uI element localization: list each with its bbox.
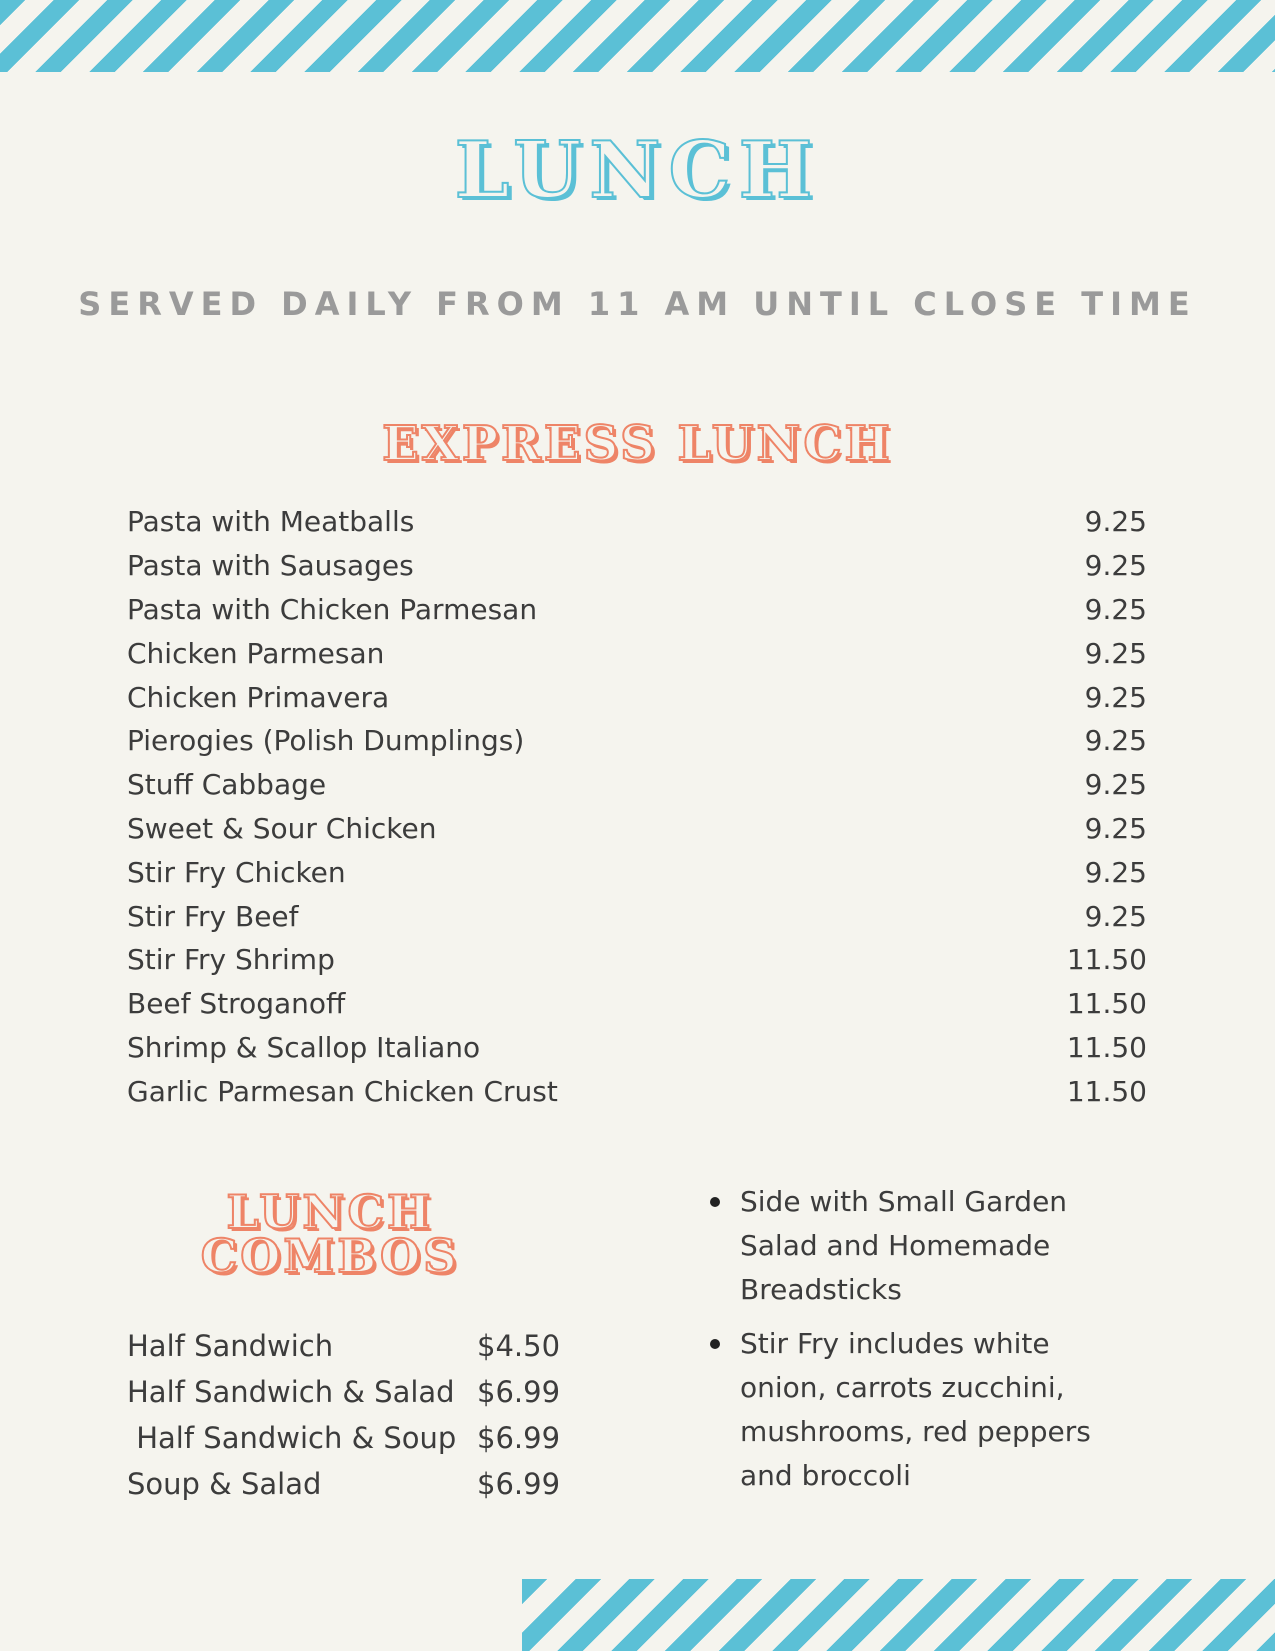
express-lunch-list bbox=[127, 500, 1147, 1113]
item-name: Stir Fry Shrimp bbox=[127, 943, 335, 977]
item-price: 9.25 bbox=[1084, 768, 1147, 802]
list-item bbox=[127, 982, 1147, 1026]
combos-heading-line-2: COMBOS bbox=[200, 1229, 460, 1283]
combo-price: $4.50 bbox=[477, 1329, 561, 1363]
item-price: 9.25 bbox=[1084, 680, 1147, 714]
item-price: 9.25 bbox=[1084, 899, 1147, 933]
item-price: 9.25 bbox=[1084, 855, 1147, 889]
item-name: Stir Fry Chicken bbox=[127, 855, 346, 889]
list-item bbox=[127, 500, 1147, 544]
list-item bbox=[127, 938, 1147, 982]
item-name: Pasta with Chicken Parmesan bbox=[127, 592, 538, 626]
list-item bbox=[127, 675, 1147, 719]
list-item bbox=[127, 1461, 567, 1507]
note-side-salad bbox=[708, 1180, 1128, 1312]
item-name: Chicken Parmesan bbox=[127, 636, 385, 670]
item-name: Chicken Primavera bbox=[127, 680, 390, 714]
combo-price: $6.99 bbox=[477, 1421, 561, 1455]
item-price: 9.25 bbox=[1084, 636, 1147, 670]
bottom-stripe-border bbox=[522, 1579, 1275, 1651]
item-name: Shrimp & Scallop Italiano bbox=[127, 1030, 481, 1064]
note-line: mushrooms, red peppers bbox=[740, 1415, 1091, 1448]
note-line: Breadsticks bbox=[740, 1273, 902, 1306]
list-item bbox=[127, 1415, 567, 1461]
item-price: 11.50 bbox=[1066, 1074, 1147, 1108]
item-price: 9.25 bbox=[1084, 505, 1147, 539]
note-line: Salad and Homemade bbox=[740, 1229, 1051, 1262]
combos-heading-line-1: LUNCH bbox=[226, 1185, 434, 1239]
list-item bbox=[127, 544, 1147, 588]
item-name: Beef Stroganoff bbox=[127, 987, 346, 1021]
combo-price: $6.99 bbox=[477, 1375, 561, 1409]
combo-price: $6.99 bbox=[477, 1467, 561, 1501]
list-item bbox=[127, 763, 1147, 807]
item-name: Stir Fry Beef bbox=[127, 899, 299, 933]
item-price: 9.25 bbox=[1084, 811, 1147, 845]
note-line: Stir Fry includes white bbox=[740, 1327, 1050, 1360]
item-price: 11.50 bbox=[1066, 1030, 1147, 1064]
item-price: 9.25 bbox=[1084, 724, 1147, 758]
combo-name: Soup & Salad bbox=[127, 1467, 322, 1501]
list-item bbox=[127, 588, 1147, 632]
note-stir-fry bbox=[708, 1322, 1128, 1498]
item-price: 11.50 bbox=[1066, 943, 1147, 977]
list-item bbox=[127, 1323, 567, 1369]
list-item bbox=[127, 631, 1147, 675]
item-name: Pasta with Meatballs bbox=[127, 505, 415, 539]
top-stripe-border bbox=[0, 0, 1275, 72]
list-item bbox=[127, 719, 1147, 763]
note-line: onion, carrots zucchini, bbox=[740, 1371, 1065, 1404]
combo-name: Half Sandwich & Salad bbox=[127, 1375, 455, 1409]
combo-name: Half Sandwich & Soup bbox=[127, 1421, 457, 1455]
bullet-icon bbox=[710, 1197, 720, 1207]
combo-notes-list bbox=[708, 1180, 1128, 1508]
express-lunch-heading: EXPRESS LUNCH bbox=[382, 416, 893, 472]
served-hours-subtitle: SERVED DAILY FROM 11 AM UNTIL CLOSE TIME bbox=[78, 285, 1197, 323]
page-title: LUNCH bbox=[454, 125, 821, 216]
list-item bbox=[127, 1069, 1147, 1113]
item-name: Stuff Cabbage bbox=[127, 768, 327, 802]
list-item bbox=[127, 850, 1147, 894]
item-name: Pasta with Sausages bbox=[127, 549, 414, 583]
item-price: 11.50 bbox=[1066, 987, 1147, 1021]
lunch-combos-list bbox=[127, 1323, 567, 1507]
lunch-combos-heading bbox=[150, 1185, 510, 1283]
bullet-icon bbox=[710, 1339, 720, 1349]
note-line: and broccoli bbox=[740, 1459, 911, 1492]
list-item bbox=[127, 807, 1147, 851]
list-item bbox=[127, 894, 1147, 938]
note-line: Side with Small Garden bbox=[740, 1185, 1068, 1218]
item-name: Pierogies (Polish Dumplings) bbox=[127, 724, 525, 758]
list-item bbox=[127, 1026, 1147, 1070]
list-item bbox=[127, 1369, 567, 1415]
item-name: Garlic Parmesan Chicken Crust bbox=[127, 1074, 558, 1108]
item-price: 9.25 bbox=[1084, 549, 1147, 583]
item-price: 9.25 bbox=[1084, 592, 1147, 626]
item-name: Sweet & Sour Chicken bbox=[127, 811, 437, 845]
combo-name: Half Sandwich bbox=[127, 1329, 334, 1363]
